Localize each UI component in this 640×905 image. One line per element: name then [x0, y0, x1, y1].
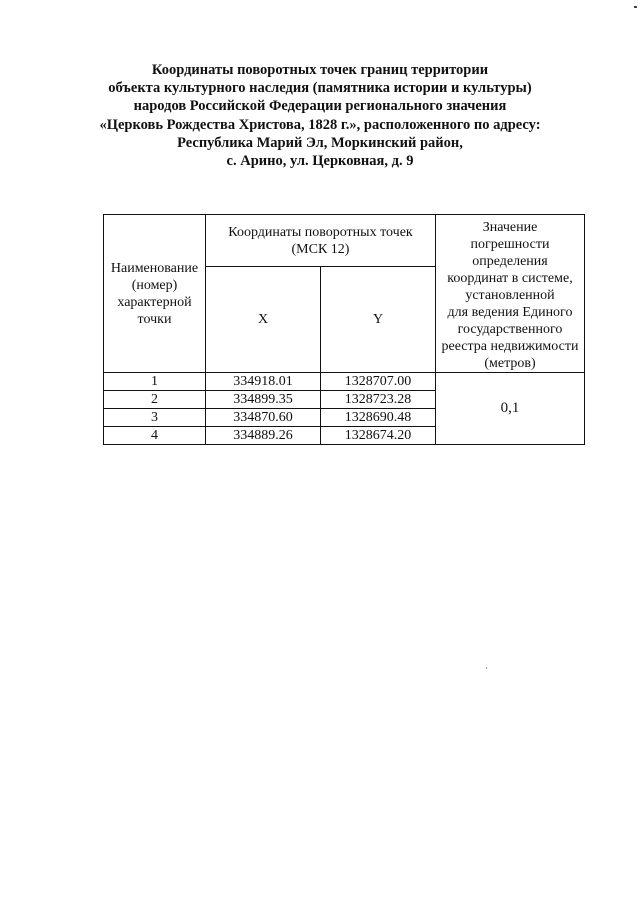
x-header: X — [206, 267, 321, 373]
coordinates-header: Координаты поворотных точек (МСК 12) — [206, 215, 436, 267]
point-number: 1 — [104, 373, 206, 391]
title-line: объекта культурного наследия (памятника истории и культуры) — [108, 80, 532, 97]
y-header: Y — [321, 267, 436, 373]
coordinates-table — [103, 214, 585, 445]
point-number: 2 — [104, 391, 206, 409]
error-header: Значение погрешности определения координат в системе, установленной для ведения Единого государственного реестра недвижимости (метров) — [436, 215, 585, 373]
point-number: 3 — [104, 409, 206, 427]
scan-speck — [486, 667, 487, 669]
title-line: с. Арино, ул. Церковная, д. 9 — [226, 153, 414, 170]
scan-mark — [634, 6, 637, 8]
x-value: 334899.35 — [206, 391, 321, 409]
x-value: 334918.01 — [206, 373, 321, 391]
title-line: «Церковь Рождества Христова, 1828 г.», расположенного по адресу: — [99, 116, 541, 133]
y-value: 1328690.48 — [321, 409, 436, 427]
y-value: 1328723.28 — [321, 391, 436, 409]
title-line: Республика Марий Эл, Моркинский район, — [177, 134, 463, 151]
point-number: 4 — [104, 427, 206, 445]
title-line: Координаты поворотных точек границ территории — [151, 62, 489, 78]
error-value: 0,1 — [436, 373, 585, 445]
y-value: 1328674.20 — [321, 427, 436, 445]
title-line: народов Российской Федерации регионального значения — [133, 98, 507, 115]
x-value: 334889.26 — [206, 427, 321, 445]
table-row — [104, 373, 585, 391]
point-name-header: Наименование (номер) характерной точки — [104, 215, 206, 373]
document-title — [60, 61, 580, 170]
x-value: 334870.60 — [206, 409, 321, 427]
y-value: 1328707.00 — [321, 373, 436, 391]
